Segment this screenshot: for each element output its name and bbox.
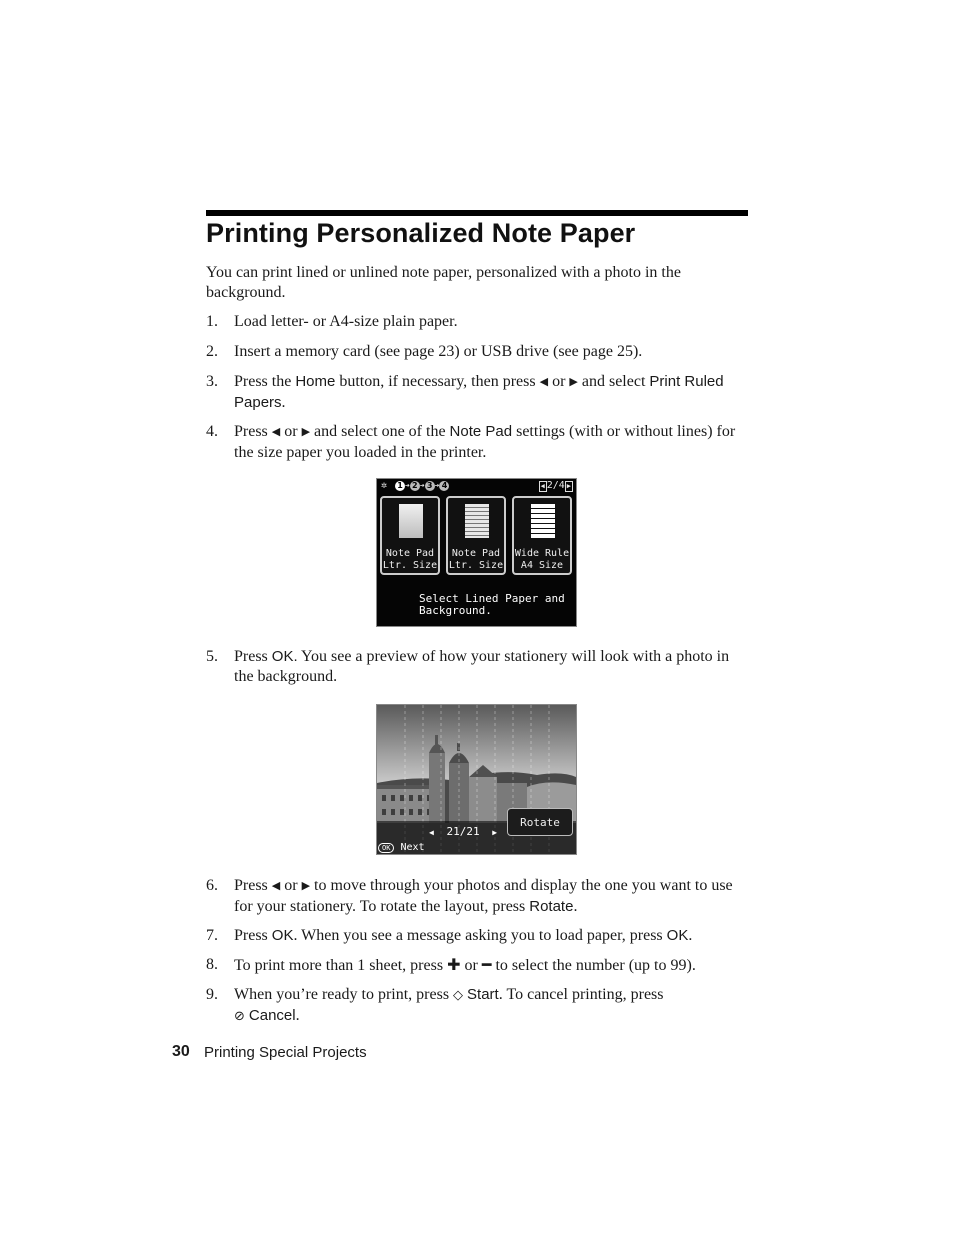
left-arrow-icon: ◀ [271, 880, 281, 892]
previous-arrow-icon[interactable]: ◀ [429, 828, 434, 837]
plus-icon: ✚ [447, 955, 461, 974]
note-pad-label: Note Pad [449, 423, 513, 440]
left-arrow-icon: ◀ [540, 482, 545, 490]
step-number: 2. [206, 343, 218, 360]
ok-button-label: OK [666, 927, 689, 944]
next-arrow-icon[interactable]: ▶ [492, 828, 498, 837]
option-label: Note Pad Ltr. Size [448, 548, 504, 571]
title-rule [206, 210, 748, 216]
step-text: Insert a memory card (see page 23) or USB drive (see page 25). [234, 343, 643, 360]
home-button-label: Home [295, 373, 336, 390]
memory-card-icon: ✲ [381, 480, 388, 491]
intro-paragraph: You can print lined or unlined note paper, personalized with a photo in the background. [206, 264, 681, 301]
start-button-label: Start [467, 986, 499, 1003]
step-text: Load letter- or A4-size plain paper. [234, 313, 458, 330]
step-number: 3. [206, 373, 218, 390]
step-text: Press the Home button, if necessary, then press ◀ or ▶ and select Print Ruled Papers. [234, 373, 724, 411]
minus-icon: ━ [481, 955, 492, 974]
page-number: 30 [172, 1043, 190, 1060]
option-note-pad-plain[interactable] [380, 496, 440, 575]
step-text: Press OK. You see a preview of how your stationery will look with a photo in the background. [234, 648, 730, 685]
step-dot: 1 [395, 481, 405, 491]
photo-navigator [429, 825, 497, 838]
step-dot: 4 [439, 481, 449, 491]
stop-icon: ⊘ [234, 1009, 245, 1024]
right-arrow-icon: ▶ [301, 426, 311, 438]
step-dot: 3 [425, 481, 435, 491]
left-arrow-icon: ◀ [271, 426, 281, 438]
step-text: Press ◀ or ▶ and select one of the Note Pad settings (with or without lines) for the size paper you loaded in the printer. [234, 423, 736, 461]
section-title: Printing Special Projects [204, 1044, 367, 1061]
step-number: 6. [206, 877, 218, 894]
lcd-top-bar [377, 479, 576, 493]
rotate-label: Rotate [529, 898, 574, 915]
step-text: When you’re ready to print, press ◇ Start. To cancel printing, press ⊘ Cancel. [234, 986, 664, 1024]
lcd-screen-paper-select [376, 478, 577, 627]
option-label: Note Pad Ltr. Size [382, 548, 438, 571]
option-wide-rule[interactable] [512, 496, 572, 575]
step-number: 5. [206, 648, 218, 665]
step-dot: 2 [410, 481, 420, 491]
option-label: Wide Rule A4 Size [514, 548, 570, 571]
step-number: 8. [206, 956, 218, 973]
rotate-button-label: Rotate [520, 816, 560, 829]
step-number: 9. [206, 986, 218, 1003]
right-arrow-icon: ▶ [569, 376, 578, 388]
step-number: 7. [206, 927, 218, 944]
right-arrow-icon: ▶ [301, 880, 311, 892]
lcd-message: Select Lined Paper and Background. [419, 592, 565, 617]
page-title: Printing Personalized Note Paper [206, 218, 636, 248]
print-ruled-papers-label: Print Ruled Papers [234, 373, 724, 411]
step-number: 1. [206, 313, 218, 330]
page-count: 2/4 [546, 480, 565, 491]
lcd-screen-photo-preview [376, 704, 577, 855]
lined-paper-thumbnail [465, 504, 489, 538]
step-text: Press ◀ or ▶ to move through your photos and display the one you want to use for your stationery. To rotate the layout, press Rotate. [234, 877, 733, 915]
next-label: Next [400, 842, 425, 853]
page-indicator [539, 480, 574, 492]
step-text: To print more than 1 sheet, press ✚ or ━ to select the number (up to 99). [234, 955, 696, 974]
step-text: Press OK. When you see a message asking you to load paper, press OK. [234, 927, 693, 944]
rotate-button[interactable] [507, 808, 573, 836]
left-arrow-icon: ◀ [539, 376, 549, 388]
cancel-button-label: Cancel [248, 1007, 296, 1024]
right-arrow-icon: ▶ [566, 482, 571, 490]
ok-button-label: OK. [271, 648, 298, 665]
option-note-pad-lined[interactable] [446, 496, 506, 575]
ok-key-icon: OK [378, 843, 394, 853]
photo-counter: 21/21 [446, 825, 480, 838]
next-hint [378, 842, 425, 853]
step-indicator: 1 ➔ 2 ➔ 3 ➔ 4 [395, 480, 449, 491]
wide-rule-thumbnail [531, 504, 555, 538]
ok-button-label: OK [271, 927, 294, 944]
plain-paper-thumbnail [399, 504, 423, 538]
step-number: 4. [206, 423, 218, 440]
start-icon: ◇ [453, 988, 464, 1003]
